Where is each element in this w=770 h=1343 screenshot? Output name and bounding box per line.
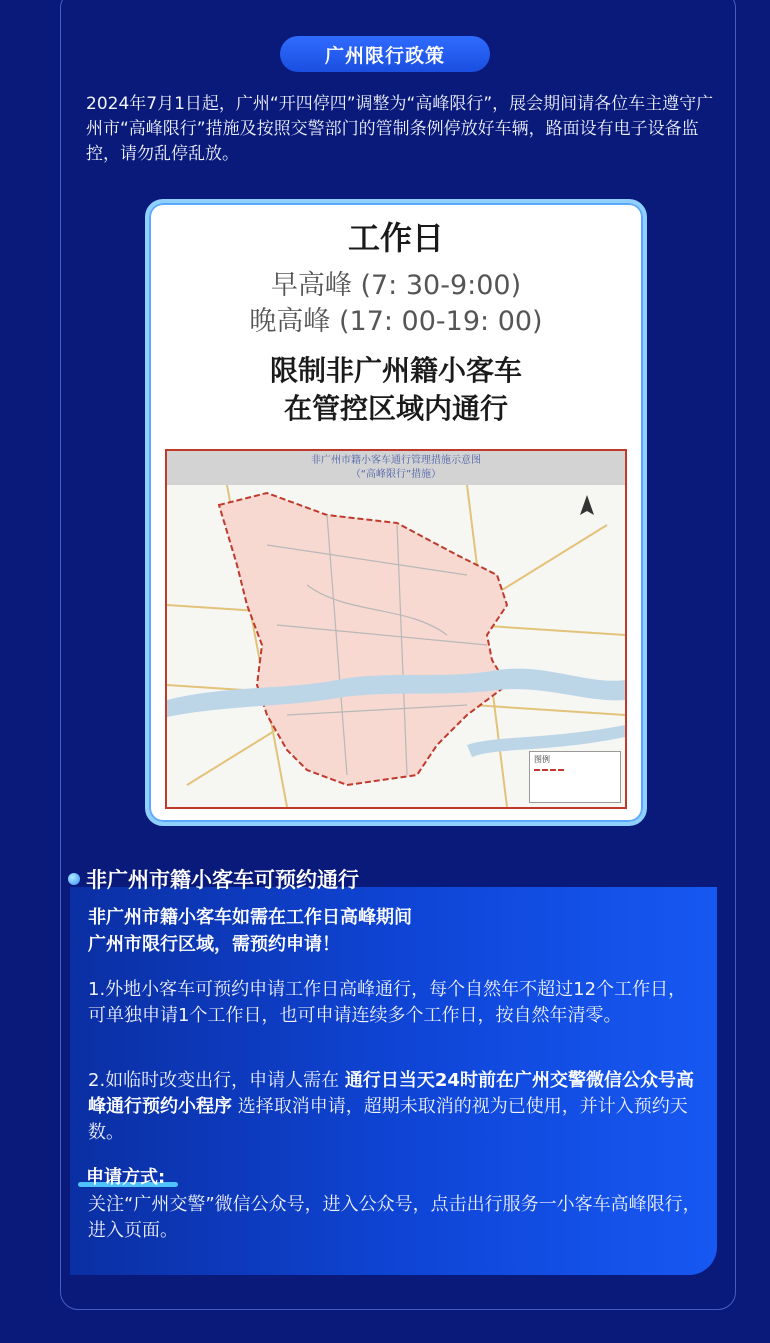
restriction-line-1: 限制非广州籍小客车 <box>269 354 522 387</box>
map-subtitle: （“高峰限行”措施） <box>350 469 442 480</box>
bullet-dot-icon <box>68 873 80 885</box>
map-header <box>167 451 625 485</box>
page-title: 广州限行政策 <box>280 36 490 72</box>
map-legend <box>529 751 621 803</box>
notice-line-1: 非广州市籍小客车如需在工作日高峰期间 <box>88 907 412 928</box>
rule-item-2-pre: 2.如临时改变出行，申请人需在 <box>88 1070 345 1091</box>
section-title-text: 非广州市籍小客车可预约通行 <box>86 868 359 892</box>
restriction-line-2: 在管控区域内通行 <box>283 392 508 425</box>
intro-paragraph: 2024年7月1日起，广州“开四停四”调整为“高峰限行”，展会期间请各位车主遵守广州市“高峰限行”措施及按照交警部门的管制条例停放好车辆，路面设有电子设备监控，请勿乱停乱放。 <box>86 94 714 164</box>
rule-item-2-bold: 通行日当天24时前在广州交警微信公众号高峰通行预约小程序 <box>88 1070 694 1117</box>
rule-item-2-post: 选择取消申请，超期未取消的视为已使用，并计入预约天数。 <box>88 1096 688 1143</box>
rule-item-1: 1.外地小客车可预约申请工作日高峰通行，每个自然年不超过12个工作日，可单独申请1个工作日，也可申请连续多个工作日，按自然年清零。 <box>88 979 687 1026</box>
notice-line-2: 广州市限行区域，需预约申请！ <box>88 934 340 955</box>
apply-method-label: 申请方式: <box>86 1167 166 1188</box>
rule-item-2 <box>88 1068 704 1146</box>
restriction-card <box>145 199 647 826</box>
north-arrow-icon <box>580 495 594 515</box>
card-heading: 工作日 <box>347 219 444 257</box>
restriction-map <box>165 449 627 809</box>
morning-peak: 早高峰 (7: 30-9:00) <box>270 270 522 301</box>
section-title <box>68 864 359 894</box>
restricted-zone <box>219 493 507 785</box>
legend-title: 图例 <box>534 755 550 764</box>
apply-method-text: 关注“广州交警”微信公众号，进入公众号，点击出行服务一小客车高峰限行，进入页面。 <box>88 1194 701 1241</box>
map-title: 非广州市籍小客车通行管理措施示意图 <box>311 455 481 466</box>
evening-peak: 晚高峰 (17: 00-19: 00) <box>249 306 543 337</box>
legend-line <box>534 769 564 771</box>
